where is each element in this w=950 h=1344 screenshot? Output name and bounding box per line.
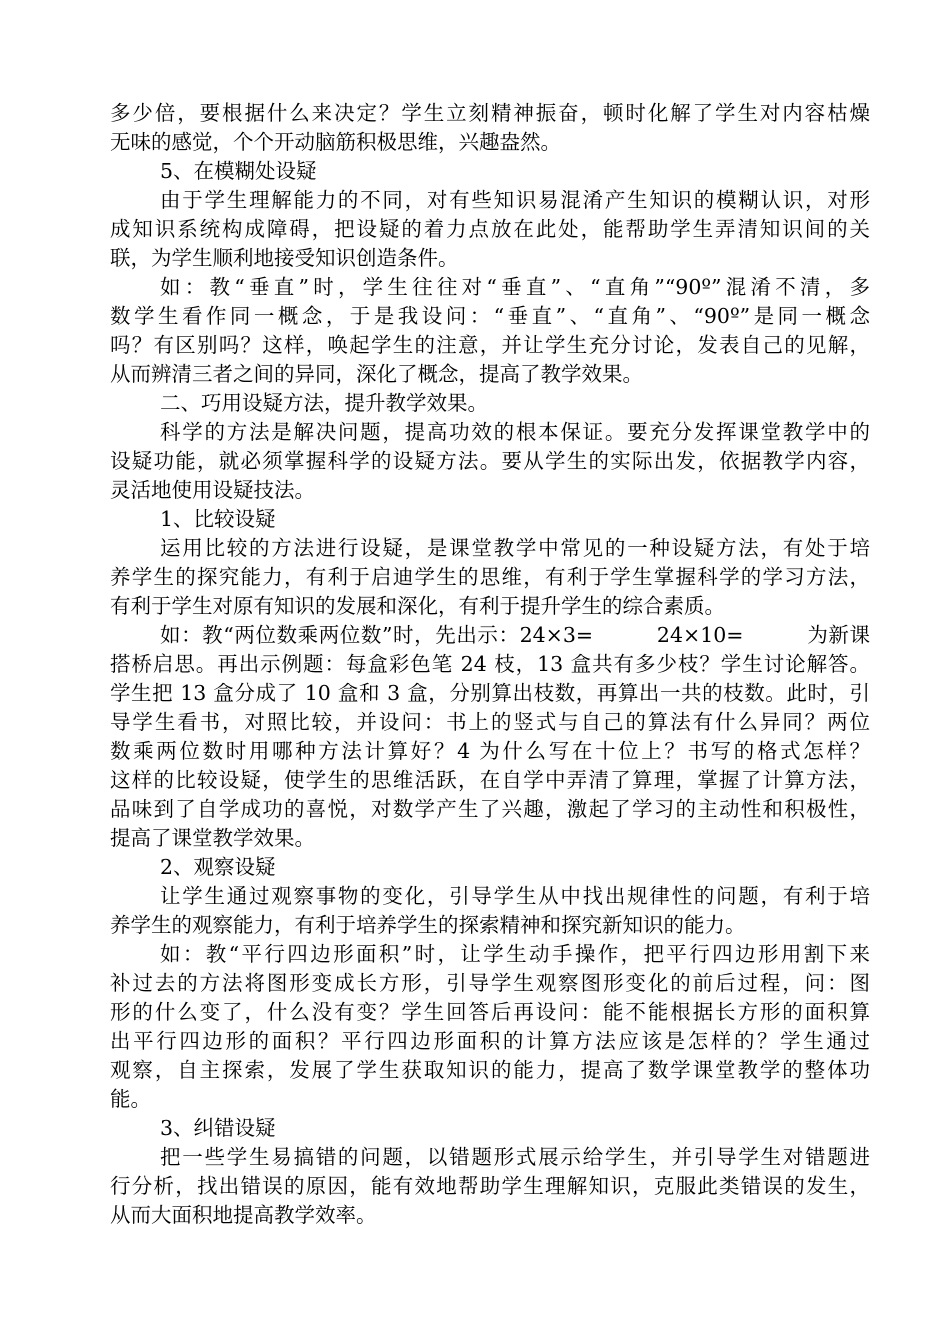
- paragraph-line: 从而大面积地提高教学效率。: [110, 1203, 377, 1227]
- paragraph-line: 如：教“平行四边形面积”时，让学生动手操作，把平行四边形用割下来: [160, 942, 870, 966]
- paragraph-line: 设疑功能，就必须掌握科学的设疑方法。要从学生的实际出发，依据教学内容，: [110, 449, 870, 473]
- paragraph-line: 由于学生理解能力的不同，对有些知识易混淆产生知识的模糊认识，对形: [160, 188, 870, 212]
- paragraph-line: 让学生通过观察事物的变化，引导学生从中找出规律性的问题，有利于培: [160, 884, 870, 908]
- paragraph-line: 提高了课堂教学效果。: [110, 826, 315, 850]
- paragraph-line: 成知识系统构成障碍，把设疑的着力点放在此处，能帮助学生弄清知识间的关: [110, 217, 870, 241]
- paragraph-line: 搭桥启思。再出示例题：每盒彩色笔 24 枝，13 盒共有多少枝？学生讨论解答。: [110, 652, 870, 676]
- paragraph-line: 品味到了自学成功的喜悦，对数学产生了兴趣，激起了学习的主动性和积极性，: [110, 797, 870, 821]
- paragraph-line: 出平行四边形的面积？平行四边形面积的计算方法应该是怎样的？学生通过: [110, 1029, 870, 1053]
- paragraph-line: 把一些学生易搞错的问题，以错题形式展示给学生，并引导学生对错题进: [160, 1145, 870, 1169]
- paragraph-line: 这样的比较设疑，使学生的思维活跃，在自学中弄清了算理，掌握了计算方法，: [110, 768, 870, 792]
- paragraph-line: 形的什么变了，什么没有变？学生回答后再设问：能不能根据长方形的面积算: [110, 1000, 870, 1024]
- paragraph-line: 养学生的观察能力，有利于培养学生的探索精神和探究新知识的能力。: [110, 913, 746, 937]
- section-heading: 二、巧用设疑方法，提升教学效果。: [160, 391, 488, 415]
- paragraph-line: 养学生的探究能力，有利于启迪学生的思维，有利于学生掌握科学的学习方法，: [110, 565, 870, 589]
- paragraph-line: 如：教“垂直”时，学生往往对“垂直”、“直角”“90º”混淆不清，多: [160, 275, 870, 299]
- paragraph-line: 吗？有区别吗？这样，唤起学生的注意，并让学生充分讨论，发表自己的见解，: [110, 333, 870, 357]
- paragraph-line: 多少倍，要根据什么来决定？学生立刻精神振奋，顿时化解了学生对内容枯燥: [110, 101, 870, 125]
- section-heading: 5、在模糊处设疑: [160, 159, 317, 183]
- paragraph-line: 行分析，找出错误的原因，能有效地帮助学生理解知识，克服此类错误的发生，: [110, 1174, 870, 1198]
- paragraph-line: 联，为学生顺利地接受知识创造条件。: [110, 246, 459, 270]
- section-heading: 3、纠错设疑: [160, 1116, 276, 1140]
- paragraph-line: 能。: [110, 1087, 151, 1111]
- section-heading: 1、比较设疑: [160, 507, 276, 531]
- paragraph-line: 从而辨清三者之间的异同，深化了概念，提高了教学效果。: [110, 362, 643, 386]
- paragraph-line: 有利于学生对原有知识的发展和深化，有利于提升学生的综合素质。: [110, 594, 725, 618]
- paragraph-line: 学生把 13 盒分成了 10 盒和 3 盒，分别算出枝数，再算出一共的枝数。此时，引: [110, 681, 870, 705]
- paragraph-line: 数学生看作同一概念，于是我设问：“垂直”、“直角”、“90º”是同一概念: [110, 304, 870, 328]
- paragraph-line: 补过去的方法将图形变成长方形，引导学生观察图形变化的前后过程，问：图: [110, 971, 870, 995]
- paragraph-line: 灵活地使用设疑技法。: [110, 478, 315, 502]
- section-heading: 2、观察设疑: [160, 855, 276, 879]
- paragraph-line: 运用比较的方法进行设疑，是课堂教学中常见的一种设疑方法，有处于培: [160, 536, 870, 560]
- paragraph-line: 如：教“两位数乘两位数”时，先出示：24×3= 24×10= 为新课: [160, 623, 870, 647]
- paragraph-line: 观察，自主探索，发展了学生获取知识的能力，提高了数学课堂教学的整体功: [110, 1058, 870, 1082]
- paragraph-line: 无味的感觉，个个开动脑筋积极思维，兴趣盎然。: [110, 130, 561, 154]
- paragraph-line: 导学生看书，对照比较，并设问：书上的竖式与自己的算法有什么异同？两位: [110, 710, 870, 734]
- paragraph-line: 数乘两位数时用哪种方法计算好？4 为什么写在十位上？书写的格式怎样？: [110, 739, 870, 763]
- paragraph-line: 科学的方法是解决问题，提高功效的根本保证。要充分发挥课堂教学中的: [160, 420, 870, 444]
